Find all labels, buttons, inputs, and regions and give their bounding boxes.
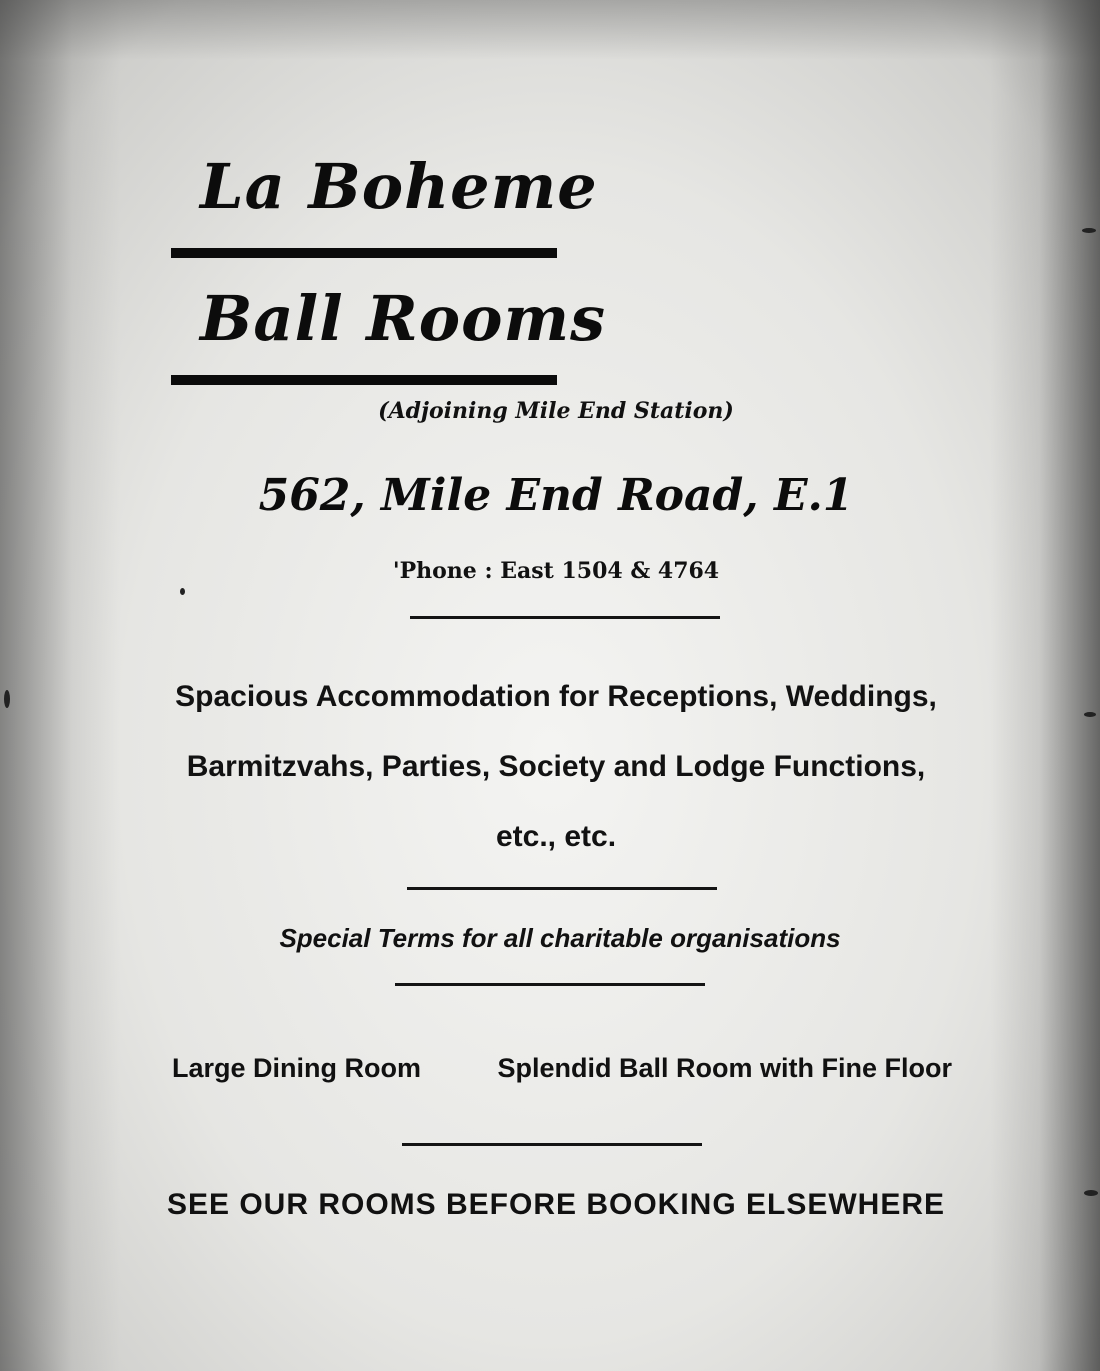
divider-3 (395, 983, 705, 986)
venue-name-line1: La Boheme (200, 150, 598, 223)
paper-speck (4, 690, 10, 708)
accommodation-line-1: Spacious Accommodation for Receptions, Weddings, (175, 680, 937, 713)
location-note: (Adjoining Mile End Station) (378, 398, 734, 424)
venue-name-line2: Ball Rooms (200, 282, 607, 355)
paper-speck (180, 588, 185, 595)
paper-speck (1084, 1190, 1098, 1196)
paper-speck (1084, 712, 1096, 717)
divider-2 (407, 887, 717, 890)
divider-1 (410, 616, 720, 619)
accommodation-line-3: etc., etc. (495, 820, 617, 853)
call-to-action: SEE OUR ROOMS BEFORE BOOKING ELSEWHERE (166, 1188, 946, 1221)
accommodation-line-2: Barmitzvahs, Parties, Society and Lodge Functions, (186, 750, 926, 783)
paper-speck (1082, 228, 1096, 233)
special-terms: Special Terms for all charitable organisations (279, 923, 841, 953)
title-underline-2 (171, 375, 557, 385)
divider-4 (402, 1143, 702, 1146)
features-row (172, 1053, 952, 1084)
phone-numbers: 'Phone : East 1504 & 4764 (392, 558, 720, 584)
street-address: 562, Mile End Road, E.1 (258, 470, 854, 521)
feature-dining-room: Large Dining Room (172, 1053, 421, 1083)
feature-ball-room: Splendid Ball Room with Fine Floor (497, 1053, 952, 1083)
paper-shadow-top (0, 0, 1100, 60)
title-underline-1 (171, 248, 557, 258)
